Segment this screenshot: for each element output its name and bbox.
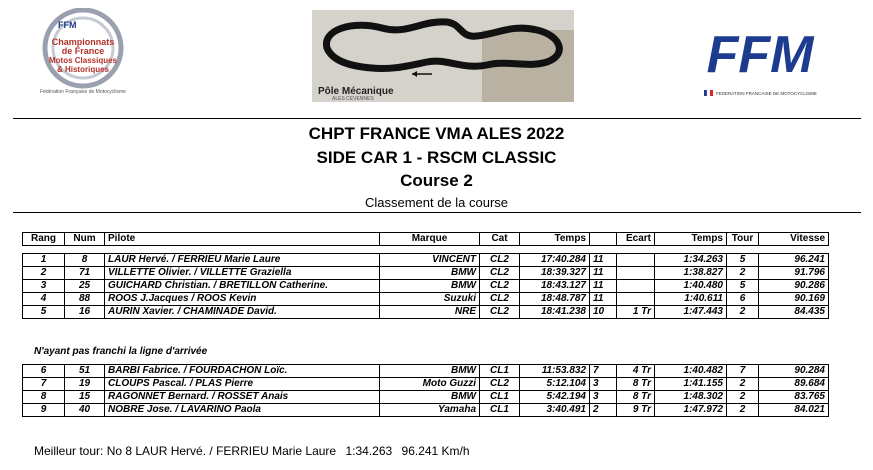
cell-rang: 9 [23,404,65,417]
cell-cat: CL2 [480,378,520,391]
cell-ecart [617,280,655,293]
table-row [23,391,829,404]
cell-pilote: NOBRE Jose. / LAVARINO Paola [105,404,380,417]
cell-meilleur: 1:48.302 [655,391,727,404]
cell-num: 19 [65,378,105,391]
table-row [23,267,829,280]
cell-marque: VINCENT [380,254,480,267]
header [0,0,873,118]
table-row [23,293,829,306]
event-title: CHPT FRANCE VMA ALES 2022 [308,124,565,143]
col-rang: Rang [23,233,65,246]
cell-meilleur: 1:47.443 [655,306,727,319]
cell-marque: BMW [380,267,480,280]
cell-tours: 10 [590,306,617,319]
cell-meilleur: 1:47.972 [655,404,727,417]
table-row [23,365,829,378]
cell-tour: 5 [727,254,759,267]
cell-rang: 3 [23,280,65,293]
cell-ecart: 8 Tr [617,391,655,404]
cell-temps: 18:43.127 [520,280,590,293]
table-row [23,306,829,319]
cell-temps: 18:39.327 [520,267,590,280]
cell-vitesse: 89.684 [759,378,829,391]
cell-rang: 8 [23,391,65,404]
cell-pilote: CLOUPS Pascal. / PLAS Pierre [105,378,380,391]
cell-tour: 2 [727,391,759,404]
results-header [22,232,829,246]
championnats-logo [18,8,148,98]
cell-pilote: AURIN Xavier. / CHAMINADE David. [105,306,380,319]
cell-tours: 11 [590,280,617,293]
cell-marque: Moto Guzzi [380,378,480,391]
cell-rang: 2 [23,267,65,280]
cell-marque: Yamaha [380,404,480,417]
cell-rang: 6 [23,365,65,378]
col-marque: Marque [380,233,480,246]
race-title: Course 2 [400,171,473,190]
cell-cat: CL1 [480,391,520,404]
cell-cat: CL2 [480,280,520,293]
cell-cat: CL2 [480,254,520,267]
non-finishers-table [22,364,829,417]
cell-meilleur: 1:40.611 [655,293,727,306]
cell-ecart [617,293,655,306]
not-finished-note: N'ayant pas franchi la ligne d'arrivée [34,346,208,357]
col-num: Num [65,233,105,246]
cell-pilote: GUICHARD Christian. / BRETILLON Catherine. [105,280,380,293]
cell-ecart: 4 Tr [617,365,655,378]
ffm-mark: FFM [706,26,814,84]
cell-meilleur: 1:38.827 [655,267,727,280]
cell-tours: 3 [590,378,617,391]
cell-num: 88 [65,293,105,306]
best-lap-speed: 96.241 Km/h [401,444,470,458]
cell-pilote: ROOS J.Jacques / ROOS Kevin [105,293,380,306]
cell-pilote: LAUR Hervé. / FERRIEU Marie Laure [105,254,380,267]
cell-ecart [617,254,655,267]
cell-cat: CL1 [480,404,520,417]
cell-vitesse: 90.169 [759,293,829,306]
cell-tours: 11 [590,267,617,280]
circuit-brand: Pôle Mécanique [318,86,394,97]
cell-pilote: RAGONNET Bernard. / ROSSET Anais [105,391,380,404]
cell-tour: 6 [727,293,759,306]
cell-tours: 3 [590,391,617,404]
col-tours [590,233,617,246]
table-row [23,254,829,267]
best-lap [34,444,476,458]
cell-vitesse: 84.021 [759,404,829,417]
cell-tour: 7 [727,365,759,378]
cell-temps: 18:48.787 [520,293,590,306]
ffm-logo [700,10,820,105]
cell-tours: 11 [590,254,617,267]
table-row [23,280,829,293]
ffm-caption: FEDERATION FRANCAISE DE MOTOCYCLISME [716,91,817,96]
col-cat: Cat [480,233,520,246]
track-map-icon [312,10,574,102]
left-logo-line4: & Historiques [56,65,110,74]
cell-temps: 17:40.284 [520,254,590,267]
cell-num: 15 [65,391,105,404]
top-rule [13,118,861,119]
cell-ecart: 8 Tr [617,378,655,391]
cell-tour: 2 [727,306,759,319]
cell-ecart: 1 Tr [617,306,655,319]
table-row [23,378,829,391]
cell-marque: Suzuki [380,293,480,306]
title-rule [13,212,861,213]
cell-tours: 11 [590,293,617,306]
left-logo-caption: Fédération Française de Motocyclisme [40,89,126,95]
cell-marque: BMW [380,280,480,293]
cell-marque: BMW [380,391,480,404]
circuit-sub: ALES CEVENNES [332,96,374,102]
left-logo-line3: Motos Classiques [48,56,118,65]
cell-cat: CL2 [480,306,520,319]
cell-marque: BMW [380,365,480,378]
finishers-table [22,253,829,319]
cell-vitesse: 91.796 [759,267,829,280]
cell-cat: CL1 [480,365,520,378]
cell-num: 16 [65,306,105,319]
cell-meilleur: 1:41.155 [655,378,727,391]
cell-temps: 5:12.104 [520,378,590,391]
cell-pilote: BARBI Fabrice. / FOURDACHON Loïc. [105,365,380,378]
cell-vitesse: 90.286 [759,280,829,293]
cell-meilleur: 1:34.263 [655,254,727,267]
cell-tour: 2 [727,378,759,391]
cell-temps: 18:41.238 [520,306,590,319]
col-pilote: Pilote [105,233,380,246]
cell-num: 71 [65,267,105,280]
cell-temps: 3:40.491 [520,404,590,417]
cell-meilleur: 1:40.482 [655,365,727,378]
cell-rang: 1 [23,254,65,267]
cell-vitesse: 83.765 [759,391,829,404]
cell-tours: 2 [590,404,617,417]
cell-tour: 2 [727,267,759,280]
cell-tours: 7 [590,365,617,378]
classification-subtitle: Classement de la course [364,195,509,210]
cell-vitesse: 90.284 [759,365,829,378]
cell-marque: NRE [380,306,480,319]
cell-num: 8 [65,254,105,267]
best-lap-time: 1:34.263 [345,444,393,458]
circuit-logo [312,10,574,102]
cell-tour: 5 [727,280,759,293]
cell-temps: 11:53.832 [520,365,590,378]
cell-tour: 2 [727,404,759,417]
best-lap-label: Meilleur tour: No 8 LAUR Hervé. / FERRIEU Marie Laure [34,444,337,458]
cell-ecart: 9 Tr [617,404,655,417]
table-row [23,404,829,417]
cell-pilote: VILLETTE Olivier. / VILLETTE Graziella [105,267,380,280]
cell-meilleur: 1:40.480 [655,280,727,293]
cell-num: 51 [65,365,105,378]
cell-rang: 4 [23,293,65,306]
cell-rang: 5 [23,306,65,319]
cell-num: 40 [65,404,105,417]
left-logo-line1: Championnats [51,37,115,47]
cell-temps: 5:42.194 [520,391,590,404]
cell-ecart [617,267,655,280]
col-tour: Tour [727,233,759,246]
cell-cat: CL2 [480,293,520,306]
cell-vitesse: 96.241 [759,254,829,267]
col-vitesse: Vitesse [759,233,829,246]
cell-num: 25 [65,280,105,293]
left-logo-mark: FFM [58,20,77,30]
col-meilleur: Temps [655,233,727,246]
col-ecart: Ecart [617,233,655,246]
cell-rang: 7 [23,378,65,391]
cell-vitesse: 84.435 [759,306,829,319]
header-row [23,233,829,246]
class-title: SIDE CAR 1 - RSCM CLASSIC [316,148,557,167]
col-temps: Temps [520,233,590,246]
left-logo-line2: de France [61,46,105,56]
cell-cat: CL2 [480,267,520,280]
